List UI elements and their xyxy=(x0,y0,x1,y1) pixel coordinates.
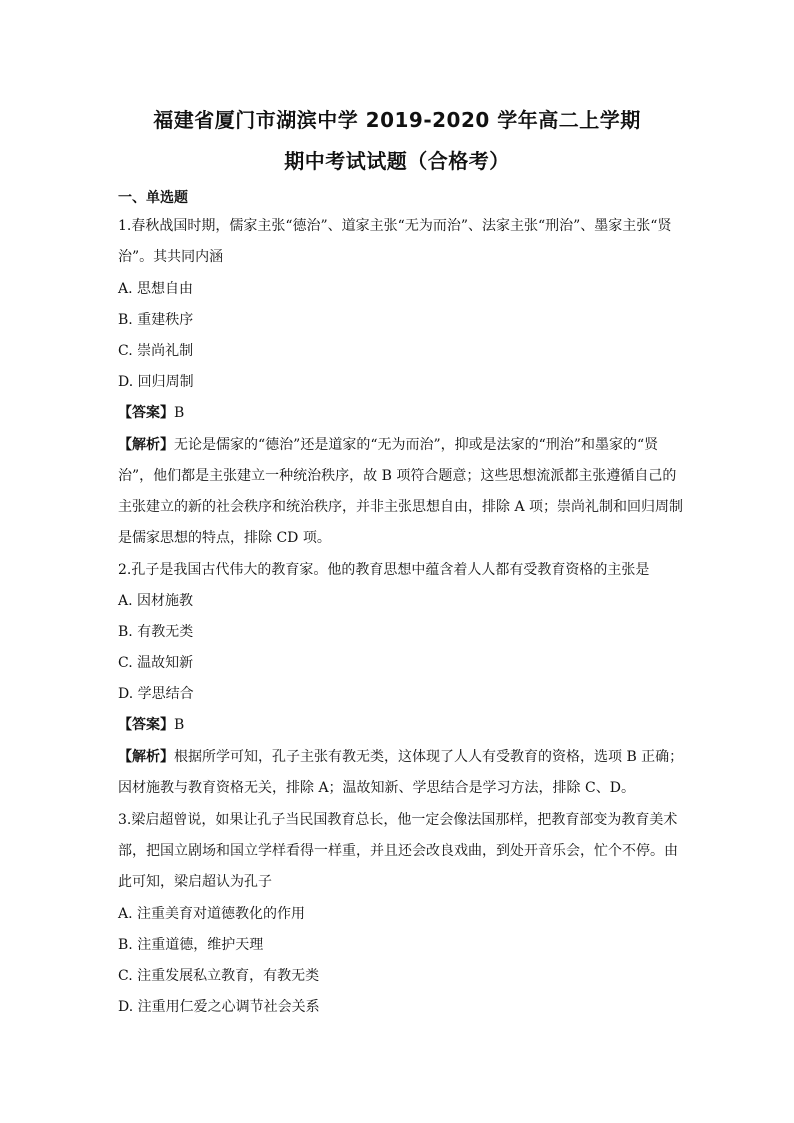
document-title-line-2: 期中考试试题（合格考） xyxy=(284,149,510,173)
q2-stem-line-1: 2.孔子是我国古代伟大的教育家。他的教育思想中蕴含着人人都有受教育资格的主张是 xyxy=(118,562,650,578)
q1-analysis-line-4: 是儒家思想的特点，排除 CD 项。 xyxy=(118,530,331,546)
q2-analysis-line-1 xyxy=(118,748,684,766)
q1-analysis-line-2: 治”，他们都是主张建立一种统治秩序，故 B 项符合题意；这些思想流派都主张遵循自己的 xyxy=(118,468,677,484)
q1-stem-line-1: 1.春秋战国时期，儒家主张“德治”、道家主张“无为而治”、法家主张“刑治”、墨家主张“贤 xyxy=(118,218,672,234)
q2-option-a: A. 因材施教 xyxy=(118,593,194,609)
answer-label: 【答案】 xyxy=(118,717,174,733)
analysis-label: 【解析】 xyxy=(118,437,174,453)
answer-value: B xyxy=(174,405,185,421)
answer-label: 【答案】 xyxy=(118,405,174,421)
q3-option-a: A. 注重美育对道德教化的作用 xyxy=(118,906,306,922)
analysis-text: 根据所学可知，孔子主张有教无类，这体现了人人有受教育的资格，选项 B 正确； xyxy=(174,749,684,765)
analysis-text: 无论是儒家的“德治”还是道家的“无为而治”，抑或是法家的“刑治”和墨家的“贤 xyxy=(174,437,659,453)
q1-option-c: C. 崇尚礼制 xyxy=(118,343,194,359)
q2-option-b: B. 有教无类 xyxy=(118,624,194,640)
q1-option-d: D. 回归周制 xyxy=(118,374,194,390)
section-heading: 一、单选题 xyxy=(118,190,188,206)
q1-analysis-line-3: 主张建立的新的社会秩序和统治秩序，并非主张思想自由，排除 A 项；崇尚礼制和回归周制 xyxy=(118,499,684,515)
q1-option-b: B. 重建秩序 xyxy=(118,312,194,328)
q3-stem-line-1: 3.梁启超曾说，如果让孔子当民国教育总长，他一定会像法国那样，把教育部变为教育美术 xyxy=(118,812,678,828)
q2-option-c: C. 温故知新 xyxy=(118,655,194,671)
q3-option-c: C. 注重发展私立教育，有教无类 xyxy=(118,968,320,984)
q3-option-b: B. 注重道德，维护天理 xyxy=(118,937,264,953)
document-title-line-1: 福建省厦门市湖滨中学 2019-2020 学年高二上学期 xyxy=(153,108,641,132)
q1-analysis-line-1 xyxy=(118,436,678,454)
q3-stem-line-3: 此可知，梁启超认为孔子 xyxy=(118,874,272,890)
q2-answer xyxy=(118,716,678,734)
q1-option-a: A. 思想自由 xyxy=(118,281,194,297)
q3-option-d: D. 注重用仁爱之心调节社会关系 xyxy=(118,999,320,1015)
q1-stem-line-2: 治”。其共同内涵 xyxy=(118,249,224,265)
analysis-label: 【解析】 xyxy=(118,749,174,765)
q3-stem-line-2: 部，把国立剧场和国立学样看得一样重，并且还会改良戏曲，到处开音乐会，忙个不停。由 xyxy=(118,843,678,859)
q2-option-d: D. 学思结合 xyxy=(118,686,194,702)
answer-value: B xyxy=(174,717,185,733)
q2-analysis-line-2: 因材施教与教育资格无关，排除 A；温故知新、学思结合是学习方法，排除 C、D。 xyxy=(118,780,635,796)
q1-answer xyxy=(118,404,678,422)
